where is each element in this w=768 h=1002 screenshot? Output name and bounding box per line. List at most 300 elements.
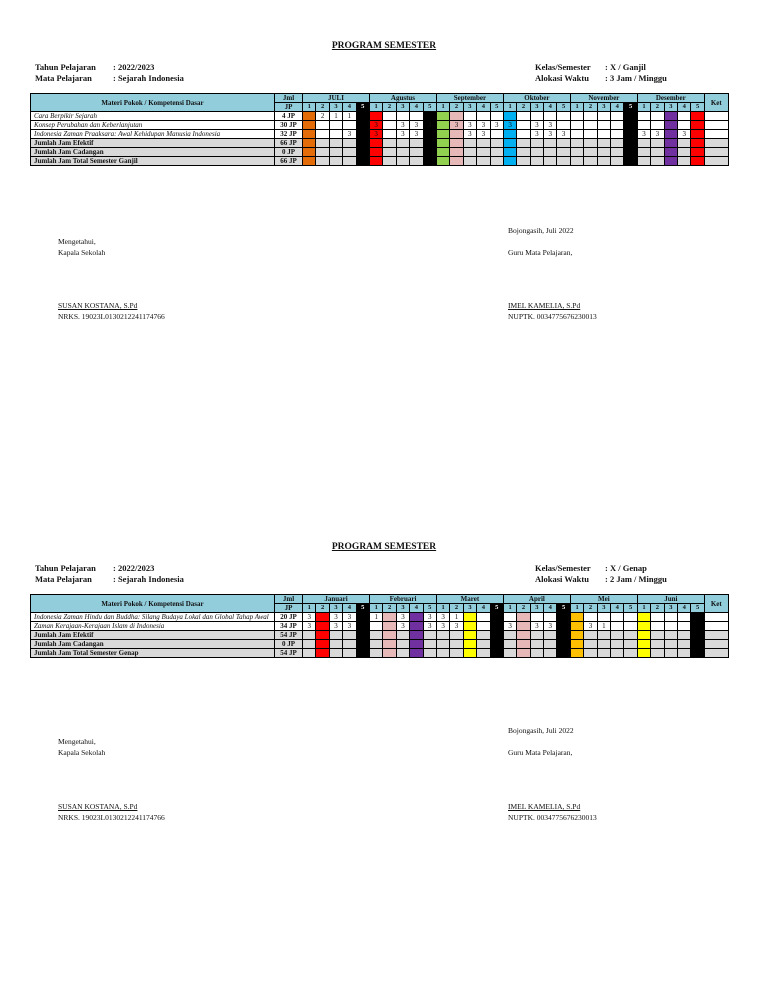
week-cell [637,157,650,166]
month-header: Agustus [369,94,436,103]
place-date: Bojongasih, Juli 2022 [508,726,574,735]
week-header: 3 [396,103,409,112]
week-cell [356,622,369,631]
summary-jp: 0 JP [275,640,303,649]
week-header: 2 [517,604,530,613]
materi-cell: Zaman Kerajaan-Kerajaan Islam di Indonesia [31,622,275,631]
summary-jp: 54 JP [275,631,303,640]
week-header: 5 [356,604,369,613]
week-cell: 3 [503,622,516,631]
week-cell [637,640,650,649]
week-header: 5 [557,604,570,613]
week-cell [477,157,490,166]
week-header: 4 [410,103,423,112]
week-cell [356,157,369,166]
month-header: JULI [303,94,370,103]
week-cell [463,631,476,640]
week-cell [611,148,624,157]
week-cell [517,649,530,658]
week-cell [517,613,530,622]
week-header: 2 [450,604,463,613]
week-cell [450,139,463,148]
week-cell [503,157,516,166]
week-cell [423,640,436,649]
week-cell [570,622,583,631]
week-cell [329,130,342,139]
week-cell [503,631,516,640]
week-cell [316,649,329,658]
week-cell [410,157,423,166]
week-cell [597,157,610,166]
month-header: Januari [303,595,370,604]
week-cell [530,139,543,148]
week-cell [383,622,396,631]
week-cell [678,121,691,130]
week-cell [624,157,637,166]
jp-cell: 32 JP [275,130,303,139]
jp-cell: 4 JP [275,112,303,121]
meta-kelas: Kelas/Semester : X / Genap [535,563,647,573]
month-header: Oktober [503,94,570,103]
summary-label: Jumlah Jam Efektif [31,631,275,640]
week-header: 3 [597,604,610,613]
week-cell [517,112,530,121]
week-cell [490,622,503,631]
week-cell [490,130,503,139]
week-cell [651,640,664,649]
week-cell [570,139,583,148]
week-header: 2 [316,103,329,112]
week-cell [477,622,490,631]
week-cell [396,631,409,640]
week-cell: 3 [530,622,543,631]
week-cell [557,139,570,148]
week-cell: 3 [436,622,449,631]
ket-cell [704,613,728,622]
week-cell [517,631,530,640]
week-cell [584,148,597,157]
week-cell [383,112,396,121]
week-cell: 1 [329,112,342,121]
materi-cell: Konsep Perubahan dan Keberlanjutan [31,121,275,130]
header-row [31,595,729,604]
week-header: 4 [343,604,356,613]
week-cell [584,130,597,139]
week-cell [383,157,396,166]
week-cell [691,112,704,121]
week-header: 4 [477,103,490,112]
week-cell [463,649,476,658]
meta-alokasi: Alokasi Waktu : 3 Jam / Minggu [535,73,667,83]
week-cell: 3 [396,130,409,139]
month-header: Maret [436,595,503,604]
week-cell [503,139,516,148]
week-cell [584,121,597,130]
week-cell [410,649,423,658]
week-cell [664,613,677,622]
week-cell: 3 [503,121,516,130]
week-cell [316,139,329,148]
page-title-genap: PROGRAM SEMESTER [331,542,437,552]
week-cell [436,139,449,148]
meta-mapel: Mata Pelajaran : Sejarah Indonesia [35,73,184,83]
week-header: 2 [651,604,664,613]
week-cell [356,649,369,658]
week-cell [597,112,610,121]
week-cell [611,157,624,166]
week-cell [530,649,543,658]
week-cell [530,613,543,622]
week-cell [436,157,449,166]
week-cell: 3 [369,130,382,139]
guru-name: IMEL KAMELIA, S.Pd [508,301,581,310]
week-cell [557,631,570,640]
week-cell [490,148,503,157]
week-cell [651,139,664,148]
week-cell [611,640,624,649]
week-cell: 3 [530,121,543,130]
week-cell [624,622,637,631]
week-cell [490,112,503,121]
week-cell: 1 [343,112,356,121]
week-cell: 3 [303,613,316,622]
week-cell [369,139,382,148]
week-cell [503,112,516,121]
week-header: 1 [370,604,383,613]
week-cell [544,148,557,157]
meta-alokasi: Alokasi Waktu : 2 Jam / Minggu [535,574,667,584]
week-cell [570,631,583,640]
week-cell: 3 [584,622,597,631]
week-cell [611,631,624,640]
summary-row [31,631,729,640]
week-header: 3 [664,103,677,112]
week-header: 5 [691,604,704,613]
week-cell [383,121,396,130]
week-cell [691,640,704,649]
week-cell [624,112,637,121]
week-cell [530,112,543,121]
week-cell [343,148,356,157]
week-cell [624,148,637,157]
week-cell [383,631,396,640]
week-cell [423,631,436,640]
week-cell [410,112,423,121]
week-cell [316,613,329,622]
week-cell [316,130,329,139]
week-cell: 3 [343,622,356,631]
week-cell [570,640,583,649]
week-cell [356,130,369,139]
week-header: 3 [329,103,342,112]
week-cell [664,130,677,139]
week-cell [356,613,369,622]
week-cell [436,130,449,139]
week-header: 2 [584,604,597,613]
meta-tahun: Tahun Pelajaran : 2022/2023 [35,563,155,573]
week-cell [356,148,369,157]
week-cell [329,631,342,640]
week-cell [503,148,516,157]
week-cell: 3 [396,121,409,130]
week-cell [584,649,597,658]
ket-cell [704,121,728,130]
summary-row [31,649,729,658]
week-cell [664,148,677,157]
week-header: 2 [383,103,396,112]
week-cell [691,622,704,631]
week-header: 3 [463,103,476,112]
header-ket: Ket [704,595,728,613]
week-cell [611,622,624,631]
week-cell [611,649,624,658]
week-header: 2 [517,103,530,112]
week-cell [664,640,677,649]
week-cell [557,157,570,166]
week-cell [329,148,342,157]
week-cell [343,640,356,649]
week-header: 3 [597,103,610,112]
week-cell [463,139,476,148]
week-cell: 3 [544,622,557,631]
week-cell [691,121,704,130]
mengetahui-label: Mengetahui, [58,237,96,246]
week-header: 3 [664,604,677,613]
week-cell [450,631,463,640]
week-cell [303,112,316,121]
month-header: Desember [637,94,704,103]
week-cell: 3 [329,613,342,622]
week-cell: 3 [477,121,490,130]
materi-cell: Cara Berpikir Sejarah [31,112,275,121]
week-cell [651,649,664,658]
week-cell [557,148,570,157]
ket-cell [704,640,728,649]
week-cell [410,622,423,631]
header-ket: Ket [704,94,728,112]
week-cell [343,649,356,658]
week-cell [584,640,597,649]
week-cell [450,157,463,166]
week-cell [664,157,677,166]
jp-cell: 30 JP [275,121,303,130]
week-cell [477,112,490,121]
week-cell [664,112,677,121]
week-cell [436,121,449,130]
week-header: 1 [570,103,583,112]
week-cell [450,130,463,139]
week-cell [450,640,463,649]
week-cell [678,613,691,622]
materi-cell: Indonesia Zaman Hindu dan Buddha: Silang Budaya Lokal dan Global Tahap Awal [31,613,275,622]
week-cell [517,130,530,139]
week-cell: 3 [396,622,409,631]
week-cell [463,622,476,631]
week-cell [624,613,637,622]
week-header: 5 [356,103,369,112]
week-cell [410,139,423,148]
week-cell [316,622,329,631]
week-cell [383,148,396,157]
month-header: Juni [637,595,704,604]
week-cell [463,112,476,121]
week-cell [316,121,329,130]
week-cell [584,157,597,166]
week-cell [637,631,650,640]
week-cell [343,631,356,640]
week-header: 1 [637,604,650,613]
week-cell [477,613,490,622]
week-cell [436,649,449,658]
kepala-name: SUSAN KOSTANA, S.Pd [58,301,138,310]
week-cell [329,139,342,148]
week-cell: 3 [637,130,650,139]
week-cell [691,631,704,640]
week-cell: 3 [544,130,557,139]
week-cell [691,148,704,157]
week-cell [651,148,664,157]
kepala-label: Kapala Sekolah [58,248,106,257]
week-cell [356,640,369,649]
summary-label: Jumlah Jam Total Semester Genap [31,649,275,658]
week-cell: 3 [303,622,316,631]
week-cell [544,157,557,166]
week-cell [490,613,503,622]
week-cell [436,640,449,649]
table-row [31,130,729,139]
week-cell [503,613,516,622]
week-cell [651,157,664,166]
page-title-ganjil: PROGRAM SEMESTER [331,41,437,51]
ket-cell [704,622,728,631]
header-row [31,94,729,103]
week-cell [691,139,704,148]
week-cell [624,130,637,139]
week-cell: 1 [597,622,610,631]
week-cell [678,631,691,640]
week-cell: 3 [530,130,543,139]
week-cell [396,157,409,166]
week-header: 1 [570,604,583,613]
week-cell [557,112,570,121]
week-cell [503,640,516,649]
week-cell [651,121,664,130]
week-cell [597,130,610,139]
week-cell [517,121,530,130]
week-cell [396,148,409,157]
week-cell [503,649,516,658]
ket-cell [704,130,728,139]
summary-jp: 66 JP [275,139,303,148]
week-cell [370,622,383,631]
week-cell [544,139,557,148]
week-header: 2 [651,103,664,112]
week-cell: 1 [370,613,383,622]
week-cell [637,613,650,622]
week-cell [477,148,490,157]
week-header: 5 [624,103,637,112]
week-cell [477,631,490,640]
week-cell [369,112,382,121]
week-header: 4 [410,604,423,613]
header-jp: JP [275,103,303,112]
week-cell [356,121,369,130]
week-cell [450,112,463,121]
week-cell [597,613,610,622]
week-cell [664,121,677,130]
week-cell [678,649,691,658]
week-cell [383,130,396,139]
week-cell [611,613,624,622]
week-cell: 3 [450,121,463,130]
meta-tahun: Tahun Pelajaran : 2022/2023 [35,62,155,72]
week-cell [316,631,329,640]
week-cell [651,631,664,640]
summary-row [31,139,729,148]
jp-cell: 20 JP [275,613,303,622]
week-cell [544,112,557,121]
week-cell: 3 [423,622,436,631]
week-cell [463,148,476,157]
month-header: April [503,595,570,604]
summary-jp: 54 JP [275,649,303,658]
week-cell [611,112,624,121]
summary-row [31,148,729,157]
week-cell [303,640,316,649]
week-cell [303,130,316,139]
header-jml: Jml [275,595,303,604]
week-cell [383,613,396,622]
week-cell [557,121,570,130]
schedule-table-genap [30,594,729,658]
month-header: Mei [570,595,637,604]
week-cell [530,157,543,166]
week-cell [303,121,316,130]
week-cell [436,631,449,640]
week-cell [517,157,530,166]
week-cell [651,112,664,121]
week-cell: 3 [343,130,356,139]
week-cell [597,649,610,658]
meta-mapel: Mata Pelajaran : Sejarah Indonesia [35,574,184,584]
week-cell [303,631,316,640]
week-cell [490,139,503,148]
header-jml: Jml [275,94,303,103]
week-header: 5 [490,103,503,112]
week-cell [570,121,583,130]
week-header: 4 [678,604,691,613]
table-row [31,112,729,121]
ket-cell [704,139,728,148]
week-cell: 3 [490,121,503,130]
week-cell [611,121,624,130]
week-cell: 3 [423,121,436,130]
week-cell [678,112,691,121]
materi-cell: Indonesia Zaman Praaksara: Awal Kehidupan Manusia Indonesia [31,130,275,139]
week-cell: 3 [369,121,382,130]
ket-cell [704,112,728,121]
week-header: 4 [611,103,624,112]
week-cell [517,640,530,649]
week-cell [691,649,704,658]
week-cell [557,613,570,622]
week-cell [584,112,597,121]
summary-label: Jumlah Jam Cadangan [31,640,275,649]
week-cell [316,157,329,166]
week-cell [490,649,503,658]
week-cell [530,148,543,157]
summary-row [31,157,729,166]
